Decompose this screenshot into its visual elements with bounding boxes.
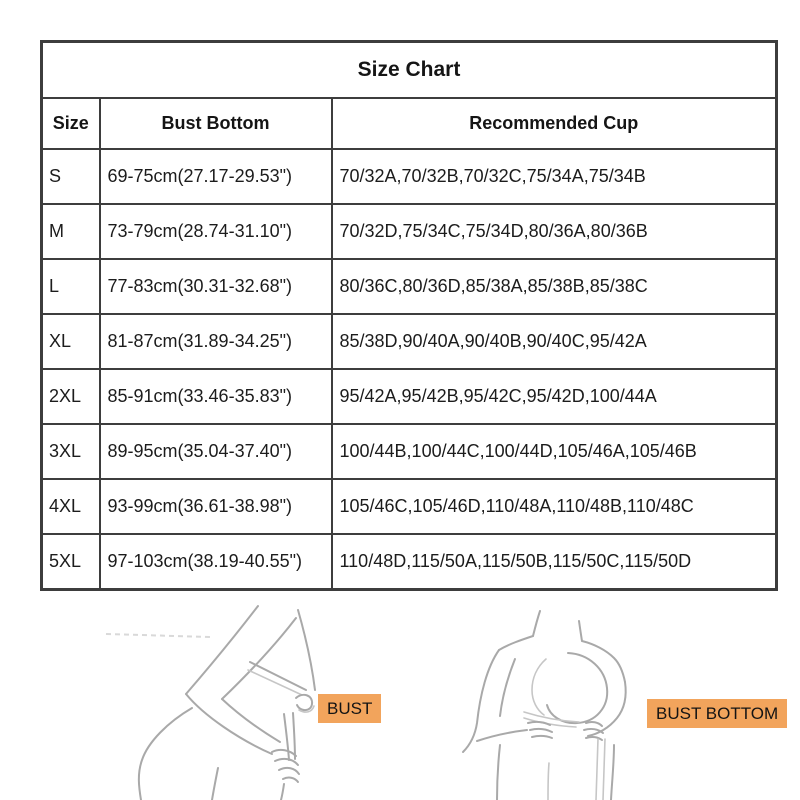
table-row — [42, 369, 777, 424]
bust-bottom-value: 93-99cm(36.61-38.98") — [100, 479, 332, 534]
recommended-cup-value: 80/36C,80/36D,85/38A,85/38B,85/38C — [332, 259, 777, 314]
table-row — [42, 259, 777, 314]
table-title: Size Chart — [42, 42, 777, 99]
bust-bottom-label: BUST BOTTOM — [647, 699, 787, 728]
table-title-row — [42, 42, 777, 99]
column-header-size: Size — [42, 98, 100, 149]
size-value: 2XL — [42, 369, 100, 424]
recommended-cup-value: 85/38D,90/40A,90/40B,90/40C,95/42A — [332, 314, 777, 369]
size-value: S — [42, 149, 100, 204]
size-value: M — [42, 204, 100, 259]
recommended-cup-value: 70/32D,75/34C,75/34D,80/36A,80/36B — [332, 204, 777, 259]
bust-label: BUST — [318, 694, 381, 723]
size-value: XL — [42, 314, 100, 369]
size-chart-table — [40, 40, 778, 591]
table-row — [42, 424, 777, 479]
size-value: L — [42, 259, 100, 314]
bust-bottom-value: 97-103cm(38.19-40.55") — [100, 534, 332, 590]
bust-bottom-value: 81-87cm(31.89-34.25") — [100, 314, 332, 369]
recommended-cup-value: 100/44B,100/44C,100/44D,105/46A,105/46B — [332, 424, 777, 479]
column-header-bust-bottom: Bust Bottom — [100, 98, 332, 149]
table-row — [42, 534, 777, 590]
table-header-row — [42, 98, 777, 149]
recommended-cup-value: 70/32A,70/32B,70/32C,75/34A,75/34B — [332, 149, 777, 204]
recommended-cup-value: 110/48D,115/50A,115/50B,115/50C,115/50D — [332, 534, 777, 590]
table-row — [42, 314, 777, 369]
recommended-cup-value: 95/42A,95/42B,95/42C,95/42D,100/44A — [332, 369, 777, 424]
bust-bottom-value: 77-83cm(30.31-32.68") — [100, 259, 332, 314]
bust-bottom-value: 89-95cm(35.04-37.40") — [100, 424, 332, 479]
table-row — [42, 149, 777, 204]
recommended-cup-value: 105/46C,105/46D,110/48A,110/48B,110/48C — [332, 479, 777, 534]
size-value: 5XL — [42, 534, 100, 590]
bust-bottom-value: 85-91cm(33.46-35.83") — [100, 369, 332, 424]
size-value: 3XL — [42, 424, 100, 479]
table-row — [42, 204, 777, 259]
bust-bottom-measurement-illustration — [440, 595, 675, 800]
bust-bottom-value: 69-75cm(27.17-29.53") — [100, 149, 332, 204]
size-value: 4XL — [42, 479, 100, 534]
bust-bottom-value: 73-79cm(28.74-31.10") — [100, 204, 332, 259]
column-header-recommended-cup: Recommended Cup — [332, 98, 777, 149]
table-row — [42, 479, 777, 534]
